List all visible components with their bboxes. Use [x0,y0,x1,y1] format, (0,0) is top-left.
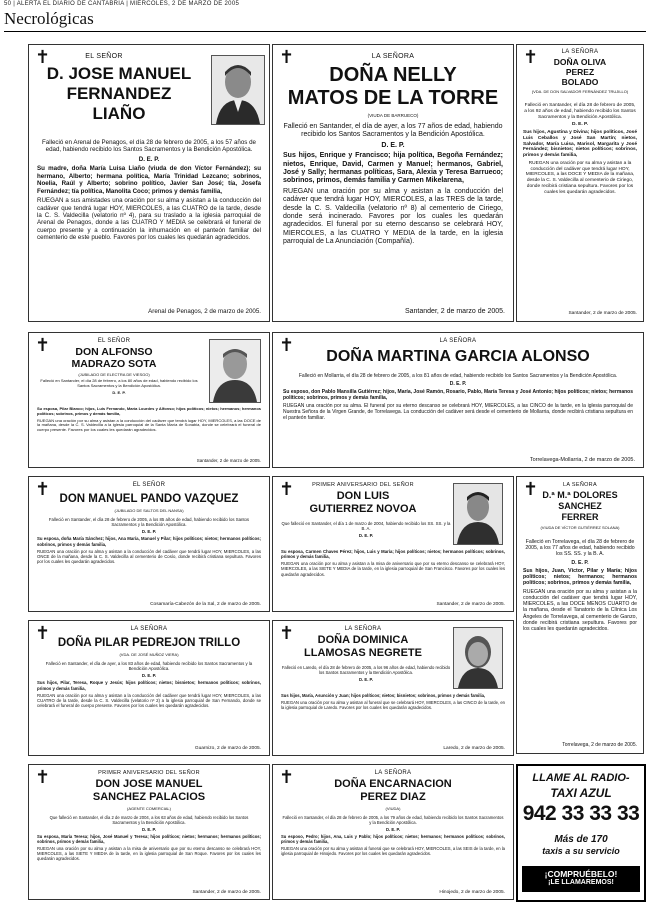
notice-intro: Falleció en Santander, el día 28 de febrero de 2005, a los 79 años de edad, habiendo recibido los Santos Sacramentos y la Bendición Apostólica. [282,815,504,826]
obituary-alonso [272,332,644,468]
page-info: 50 | ALERTA EL DIARIO DE CANTABRIA | MIÉRCOLES, 2 DE MARZO DE 2005 [4,1,240,7]
notice-body [37,139,261,244]
notice-intro: Falleció en Santander, el día 28 de febrero, a los 80 años de edad, habiendo recibido los Santos Sacramentos y la Bendición Apostólica. [40,378,198,388]
family: Sus hijos, María, Asunción y Juan; hijos políticos; nietos; bisnietos; sobrinos, primos y demás familia, [281,693,486,698]
deceased-photo [453,483,503,545]
notice-subtitle: (JUBILADO DE ELECTRA DE VIESGO) [78,372,150,377]
notice-label: LA SEÑORA [561,49,599,55]
notice-label: EL SEÑOR [132,482,166,488]
deceased-name-line-1: DOÑA DOMINICA [317,634,409,646]
prayer: RUEGAN una oración por su alma y asistan al funeral que se celebrará HOY, MIERCOLES, a las SEIS de la tarde, en la iglesia parroquial de Hinojedo. Favores por los cuales les quedarán agradecidos. [281,846,505,857]
cross-icon: ✝ [523,47,539,68]
notice-label: PRIMER ANIVERSARIO DEL SEÑOR [312,482,414,488]
notice-body [281,521,451,540]
dep: D. E. P. [449,381,467,387]
deceased-name-line-1: DOÑA OLIVA [553,57,607,67]
notice-label: LA SEÑORA [130,626,168,632]
cross-icon: ✝ [35,47,51,68]
notice-subtitle: (JUBILADO DE SALTOS DEL NANSA) [114,508,184,513]
portrait-man [454,484,502,544]
header-rule [4,31,646,32]
deceased-name-line-3: FERRER [561,512,599,522]
ad-headline-1: LLAME AL RADIO- [532,772,630,784]
deceased-name-line-2: PEREZ [565,67,595,77]
place-date: Santander, 2 de marzo de 2005. [568,311,637,316]
notice-body [37,517,261,566]
dep: D. E. P. [112,389,126,395]
deceased-name-line-1: DOÑA NELLY [329,64,457,86]
obituary-madrazo [28,332,270,468]
prayer: RUEGAN una oración por su alma y asistan a la conducción del cadáver que tendrá lugar HOY, MIERCOLES, a las CUATRO de la tarde, desde la C. S. Valdecilla (velatorio nº 2) a la iglesia parroquial de San Fernando, donde se celebrará el funeral de cuerpo presente. Favores por los cuales les quedarán agradecidos. [37,692,261,709]
dep: D. E. P. [141,673,157,679]
notice-body [37,815,261,863]
deceased-name-line-1: D.ª M.ª DOLORES [542,490,618,500]
prayer: RUEGAN una oración por su alma y asistan a la conducción del cadáver que tendrá lugar HOY, MIERCOLES, a las DOCE de la mañana, desde la C. S. Valdecilla a la iglesia parroquial de la Santa María de Sonabia, donde se celebrará el funeral de cuerpo presente. Favores por los cuales les quedarán agradecidos. [37,417,261,433]
deceased-photo [211,55,265,125]
dep: D. E. P. [358,533,374,539]
prayer: RUEGAN una oración por su alma y asistan a la misa de aniversario que por su eterno descanso se celebrará HOY, MIERCOLES, a las SIETE Y MEDIA de la tarde, en la iglesia parroquial de San Francisco. Favores por los cuales les quedarán agradecidos. [281,561,505,577]
cross-icon: ✝ [35,479,51,500]
family: Su madre, doña María Luisa Liaño (viuda de don Víctor Fernández); su hermano, Alberto; hermana política, María Trinidad Lezcano; sobrinos, Noelia, Raúl y Alberto; sobrino político, Javier San José; tía, Josefa Fernández; tía política, Manolita Coco; primos y demás familia, [37,165,261,195]
obituary-bolado [516,44,644,322]
ad-footer [522,866,640,892]
place-date: Torrelavega-Mollarria, 2 de marzo de 2005. [529,457,635,463]
prayer: RUEGAN una oración por su alma y asistan a la conducción del cadáver que tendrá lugar HOY, MIERCOLES, a las DOCE MENOS CUARTO de la mañana, desde el Tanatorio de la Clínica Los Ángeles de Torrelavega, al cementerio de Ganzo, donde recibirá cristiana sepultura. Favores por los cuales les quedarán agradecidos. [523,588,637,633]
ad-footer-line-2: ¡LE LLAMAREMOS! [548,879,614,886]
notice-label: PRIMER ANIVERSARIO DEL SEÑOR [98,770,200,776]
notice-intro: Falleció en Santander, el día 28 de febrero de 2005, a los 85 años de edad, habiendo recibido los Santos Sacramentos y la Bendición Apostólica. [48,517,250,528]
dep: D. E. P. [571,559,589,566]
ad-tagline-1: Más de 170 [554,834,608,845]
obituary-negrete [272,620,514,756]
deceased-name-line-1: DON JOSE MANUEL [95,778,203,790]
notice-label: LA SEÑORA [371,53,415,60]
deceased-name-line-2: GUTIERREZ NOVOA [309,503,417,515]
notice-subtitle: (VIUDA DE VÍCTOR GUTIÉRREZ SOLANA) [540,525,620,530]
notice-intro: Falleció en Santander, el día de ayer, a los 77 años de edad, habiendo recibido los Santos Sacramentos y la Bendición Apostólica. [283,123,503,139]
taxi-advertisement [516,764,646,902]
notice-subtitle: (AGENTE COMERCIAL) [126,806,171,811]
cross-icon: ✝ [35,767,51,788]
prayer: RUEGAN una oración por su alma y asistan a la conducción del cadáver que tendrá lugar HOY, MIERCOLES, a las TRES de la tarde, desde la C. S. Valdecilla (velatorio nº 8) al cementerio de Ciriego, donde será incinerado. Favores por los cuales les quedarán agradecidos. El funeral por su eterno descanso se celebrará HOY, MIERCOLES, a las CUATRO Y MEDIA de la tarde, en la iglesia parroquial de La Anunciación (Compañía). [283,187,503,246]
notice-body [283,123,503,248]
notice-label: LA SEÑORA [563,482,597,488]
portrait-man [210,340,260,402]
notice-body-lower [37,407,261,435]
family: Su esposa, doña María Sánchez; hijos, Ana María, Manuel y Pilar; hijos políticos; nietos; hermanos políticos; sobrinos, primos y demás familia, [37,536,261,547]
deceased-name-line-2: SANCHEZ PALACIOS [92,791,206,803]
cross-icon: ✝ [279,623,295,644]
place-date: Cosamaría-Cabezón de la Sal, 2 de marzo de 2005. [150,602,261,607]
dep: D. E. P. [138,155,160,163]
ad-phone: 942 33 33 33 [522,802,640,825]
page-header [0,0,650,34]
place-date: Arenal de Penagos, 2 de marzo de 2005. [148,308,261,315]
deceased-name-line-2: LLAMOSAS NEGRETE [304,647,422,659]
notice-label: EL SEÑOR [97,338,131,344]
deceased-name: DOÑA MARTINA GARCIA ALONSO [326,348,590,365]
ad-tagline-2: taxis a su servicio [542,846,620,856]
obituary-trillo [28,620,270,756]
obituary-palacios [28,764,270,900]
cross-icon: ✝ [523,479,539,500]
notice-intro: Falleció en Santander, el día de ayer, a los 83 años de edad, habiendo recibido los Santos Sacramentos y la Bendición Apostólica. [45,661,253,672]
family: Sus hijos, Agustina y Divina; hijos políticos, José Luis Ceballos y José San Martín; nietos, Salvador, María Luisa, Marisol, Margarita y José Fernández; bisnietos; nietos políticos; sobrinos, primos y demás familia, [523,130,637,158]
notice-body [523,103,637,197]
deceased-name-line-2: SANCHEZ [558,501,602,511]
deceased-name: DON MANUEL PANDO VAZQUEZ [59,493,239,505]
family: Su esposa, María Teresa; hijos, José Manuel y Teresa; hijos políticos; nietos; hermanos; hermanos políticos; sobrinos, primos y demás familia, [37,834,261,845]
ad-content [518,766,644,900]
ad-headline-2: TAXI AZUL [550,786,612,800]
deceased-name-line-1: DON ALFONSO [75,346,153,358]
place-date: Santander, 2 de marzo de 2005. [436,602,505,607]
notice-body-lower [281,693,505,712]
place-date: Santander, 2 de marzo de 2005. [196,458,261,463]
family: Sus hijos, Pilar, Teresa, Roque y Jesús; hijos políticos; nietos; bisnietos; hermanos políticos; sobrinos, primos y demás familia, [37,680,261,691]
cross-icon: ✝ [279,335,295,356]
place-date: Guarnizo, 2 de marzo de 2005. [194,746,261,751]
deceased-name-line-2: FERNANDEZ [66,84,172,103]
deceased-name-line-1: DON LUIS [336,490,390,502]
deceased-name-line-2: PEREZ DIAZ [360,791,426,803]
place-date: Hinojedo, 2 de marzo de 2005. [439,890,505,895]
notice-body [281,815,505,858]
dep: D. E. P. [142,827,156,833]
notice-subtitle: (VDA. DE JOSÉ MUÑOZ VIERA) [119,652,179,657]
notice-intro: Que falleció en Santander, el día 1 de marzo de 2004, habiendo recibido los SS. SS. y la B. A. [281,521,451,532]
family: Sus hijos, Enrique y Francisco; hija política, Begoña Fernández; nietos, Enrique, David, Carmen y Manuel; hermanos, Gabriel, José y Sally; hermanas políticas, Sara, Alexia y Teresa Barrueco; sobrinos, primos, demás familia y Carmen Mikelarena, [283,152,503,185]
place-date: Torrelavega, 2 de marzo de 2005. [562,742,637,748]
deceased-name-line-3: LIAÑO [92,104,146,123]
family: Su esposa, Pilar Blanco; hijos, Luis Fernando, María Lourdes y Alfonso; hijos políticos; nietos; hermanos; hermanos políticos; sobrinos, primos y demás familia, [37,406,261,416]
obituary-vazquez [28,476,270,612]
family: Su esposa, Carmen Chaves Pérez; hijos, Luis y María; hijos políticos; nietos; hermanos políticos; sobrinos, primos y demás familia, [281,549,505,560]
notice-intro: Falleció en Torrelavega, el día 28 de febrero de 2005, a los 77 años de edad, habiendo recibido los SS. SS. y la B. A. [525,539,635,558]
family: Su esposo, don Pablo Mansilla Gutiérrez; hijos, María, José Ramón, Rosario, Pablo, María Teresa y José Antonio; hijos políticos; nietos; hermanos políticos; sobrinos, primos y demás familia, [283,389,633,401]
notice-body [37,661,261,710]
obituary-diaz [272,764,514,900]
place-date: Laredo, 2 de marzo de 2005. [443,746,505,751]
cross-icon: ✝ [279,767,295,788]
place-date: Santander, 2 de marzo de 2005. [404,308,505,315]
notice-label: EL SEÑOR [85,53,123,60]
notice-subtitle: (VIUDA) [385,806,401,811]
notice-body [283,373,633,423]
portrait-man [212,56,264,124]
deceased-name-line-3: BOLADO [561,77,599,87]
portrait-woman [454,628,502,688]
notice-intro: Que falleció en Santander, el día 2 de marzo de 2004, a los 63 años de edad, habiendo recibido los Santos Sacramentos y la Bendición Apostólica. [49,815,249,826]
deceased-name-line-2: MADRAZO SOTA [71,358,157,370]
prayer: RUEGAN a sus amistades una oración por su alma y asistan a la conducción del cadáver que tendrá lugar HOY, MIERCOLES, a las CUATRO de la tarde, desde la C. S. Valdecilla (velatorio nº 4), para su traslado a la iglesia parroquial de Arenal de Penagos, donde a las CUATRO Y MEDIA se celebrará el funeral de cuerpo presente y a continuación la inhumación en el panteón familiar del cementerio de este pueblo. Favores por los cuales les quedarán agradecidos. [37,197,261,242]
notice-intro: Falleció en Laredo, el día 28 de febrero de 2005, a los 96 años de edad, habiendo recibido los Santos Sacramentos y la Bendición Apostólica. [281,665,451,676]
dep: D. E. P. [386,827,400,833]
prayer: RUEGAN una oración por su alma y asistan a la conducción del cadáver que tendrá lugar HOY, MIERCOLES, a las ONCE de la mañana, desde la C. S. Valdecilla al cementerio de Cosío, donde recibirá cristiana sepultura. Favores por los cuales les quedarán agradecidos. [37,548,261,565]
cross-icon: ✝ [279,47,295,68]
deceased-name-line-1: D. JOSE MANUEL [46,64,192,83]
cross-icon: ✝ [279,479,295,500]
notice-body [281,665,451,684]
notice-intro: Falleció en Mollarria, el día 28 de febrero de 2005, a los 81 años de edad, habiendo recibido los Santos Sacramentos y la Bendición Apostólica. [298,373,618,379]
deceased-name-line-2: MATOS DE LA TORRE [287,87,499,109]
dep: D. E. P. [381,141,405,149]
notice-body [523,539,637,634]
prayer: RUEGAN una oración por su alma. El funeral por su eterno descanso se celebrará HOY, MIERCOLES, a las CINCO de la tarde, en la iglesia parroquial de Nuestra Señora de la Virgen Grande, de Torrelavega. La conducción del cadáver será desde el cementerio de Mollarria, donde recibirá cristiana sepultura en el panteón familiar. [283,403,633,421]
family: Sus hijos, Juan, Víctor, Pilar y María; hijos políticos; nietos; hermanos; hermanos políticos; sobrinos, primos y demás familia, [523,567,637,587]
dep: D. E. P. [572,122,588,128]
dep: D. E. P. [359,677,373,683]
dep: D. E. P. [141,529,157,535]
cross-icon: ✝ [35,335,51,356]
obituary-torre [272,44,514,322]
notice-intro: Falleció en Santander, el día 28 de febrero de 2005, a los 92 años de edad, habiendo recibido los Santos Sacramentos y la Bendición Apostólica. [524,103,636,120]
section-title: Necrológicas [4,9,94,28]
notice-body [37,379,201,397]
deceased-name-line-1: DOÑA ENCARNACION [334,778,452,790]
deceased-name: DOÑA PILAR PEDREJON TRILLO [57,637,241,649]
notice-label: LA SEÑORA [374,770,412,776]
cross-icon: ✝ [35,623,51,644]
notice-subtitle: (VIUDA DE BARRUECO) [367,113,419,118]
family: Su esposo, Pedro; hijos, Ana, Luis y Pablo; hijos políticos; nietos; hermanos; hermanos políticos; sobrinos, primos y demás familia, [281,834,505,845]
deceased-photo [453,627,503,689]
obituary-novoa [272,476,514,612]
prayer: RUEGAN una oración por su alma y asistan al funeral que se celebrará HOY, MIERCOLES, a las CINCO de la tarde, en la iglesia parroquial de Laredo. Favores por los cuales les quedarán agradecidos. [281,700,505,711]
notice-subtitle: (VDA. DE DON SALVADOR FERNÁNDEZ TRUJILLO) [531,89,629,94]
ad-footer-line-1: ¡COMPRUÉBELO! [544,869,618,879]
notice-intro: Falleció en Arenal de Penagos, el día 28 de febrero de 2005, a los 57 años de edad, habiendo recibido los Santos Sacramentos y la Bendición Apostólica. [42,139,256,154]
obituary-liano [28,44,270,322]
prayer: RUEGAN una oración por su alma y asistan a la misa de aniversario que por su eterno descanso se celebrará HOY, MIERCOLES, a las SIETE Y MEDIA de la tarde, en la iglesia parroquial de San Roque. Favores por los cuales les quedarán agradecidos. [37,846,261,862]
prayer: RUEGAN una oración por su alma y asistan a la conducción del cadáver que tendrá lugar HOY, MIERCOLES, a las DOCE Y MEDIA de la mañana, desde la C. S. Valdecilla al cementerio de Ciriego, donde recibirá cristiana sepultura. Favores por los cuales les quedarán agradecidos. [525,160,635,195]
notice-label: LA SEÑORA [439,338,477,344]
deceased-photo [209,339,261,403]
place-date: Santander, 2 de marzo de 2005. [192,890,261,895]
obituary-ferrer [516,476,644,754]
notice-body-lower [281,549,505,579]
notice-label: LA SEÑORA [344,626,382,632]
